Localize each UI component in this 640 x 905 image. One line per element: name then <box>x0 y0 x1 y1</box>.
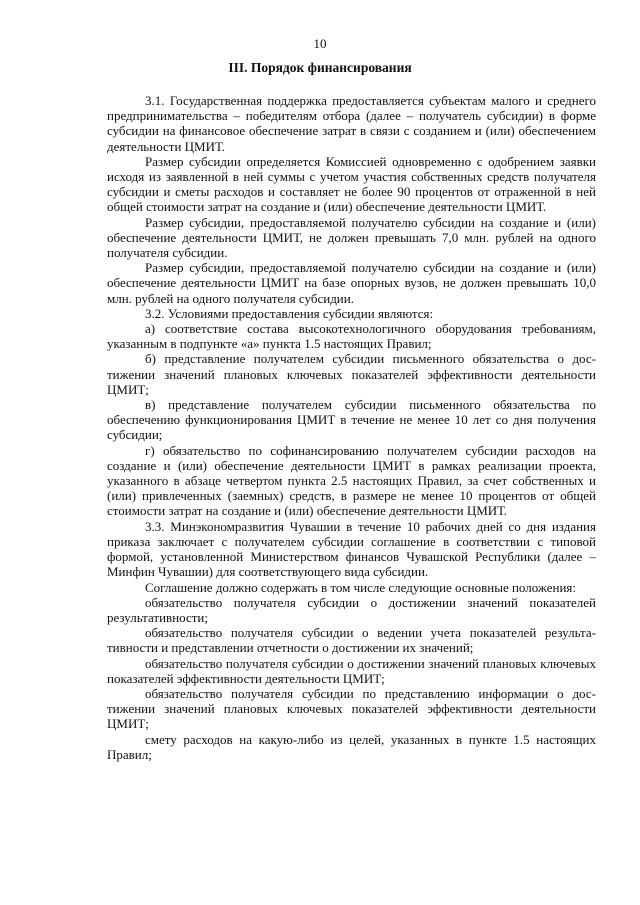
agreement-item-kpi: обязательство получателя субсидии о достижении значений плановых ключевых показателей эффективности деятельности ЦМИТ; <box>107 655 596 686</box>
condition-v: в) представление получателем субсидии письменного обязательства по обеспечению функционирования ЦМИТ в течение не менее 10 лет со дня получения субсидии; <box>107 397 596 443</box>
page-number: 10 <box>313 36 327 51</box>
condition-a: а) соответствие состава высокотехнологичного оборудования требованиям, указанным в подпункте «а» пункта 1.5 настоящих Правил; <box>107 321 596 352</box>
paragraph-subsidy-limit: Размер субсидии, предоставляемой получателю субсидии на создание и (или) обеспечение деятельности ЦМИТ, не должен превышать 7,0 млн. рублей на одного получателя субсидии. <box>107 214 596 261</box>
agreement-item-estimate: смету расходов на какую-либо из целей, указанных в пункте 1.5 настоящих Правил; <box>107 731 596 762</box>
paragraph-subsidy-limit-universities: Размер субсидии, предоставляемой получателю субсидии на создание и (или) обеспечение деятельности ЦМИТ на базе опорных вузов, не должен превышать 10,0 млн. рублей на одного получателя субсидии. <box>107 260 596 306</box>
paragraph-3-3: 3.3. Минэкономразвития Чувашии в течение 10 рабочих дней со дня издания приказа заключает с получателем субсидии соглашение в соответствии с типовой формой, установленной Министерством финансов Чувашской Республики (далее – Минфин Чувашии) для соответствующего вида субсидии. <box>107 518 596 580</box>
agreement-item-results: обязательство получателя субсидии о достижении значений показателей результативности; <box>107 594 596 625</box>
agreement-item-kpi-info: обязательство получателя субсидии по представлению информации о достижении значений плановых ключевых показателей эффективности деятельности ЦМИТ; <box>107 685 596 732</box>
paragraph-subsidy-size: Размер субсидии определяется Комиссией одновременно с одобрением заявки исходя из заявленной в ней суммы с учетом участия собственных средств получателя субсидии и сметы расходов и составляет не более 90 процентов от отраженной в ней общей стоимости затрат на создание и (или) обеспечение деятельности ЦМИТ. <box>107 153 596 215</box>
condition-b: б) представление получателем субсидии письменного обязательства о достижении значений плановых ключевых показателей эффективности деятельности ЦМИТ; <box>107 351 596 397</box>
document-body <box>107 93 596 762</box>
paragraph-agreement: Соглашение должно содержать в том числе следующие основные положения: <box>145 579 576 595</box>
section-title: III. Порядок финансирования <box>228 60 412 75</box>
condition-g: г) обязательство по софинансированию получателем субсидии расходов на создание и (или) обеспечение деятельности ЦМИТ в рамках реализации проекта, указанного в абзаце четвертом пункта 2.5 настоящих Правил, за счет собственных и (или) привлеченных (заемных) средств, в размере не менее 10 процентов от общей стоимости затрат на создание и (или) обеспечение деятельности ЦМИТ. <box>107 442 596 519</box>
paragraph-3-2: 3.2. Условиями предоставления субсидии являются: <box>145 305 434 321</box>
agreement-item-accounting: обязательство получателя субсидии о ведении учета показателей результативности и представлении отчетности о достижении их значений; <box>107 625 596 656</box>
paragraph-3-1: 3.1. Государственная поддержка предоставляется субъектам малого и среднего предпринимательства – победителям отбора (далее – получатель субсидии) в форме субсидии на финансовое обеспечение затрат в связи с созданием и (или) обеспечением деятельности ЦМИТ. <box>107 93 596 154</box>
